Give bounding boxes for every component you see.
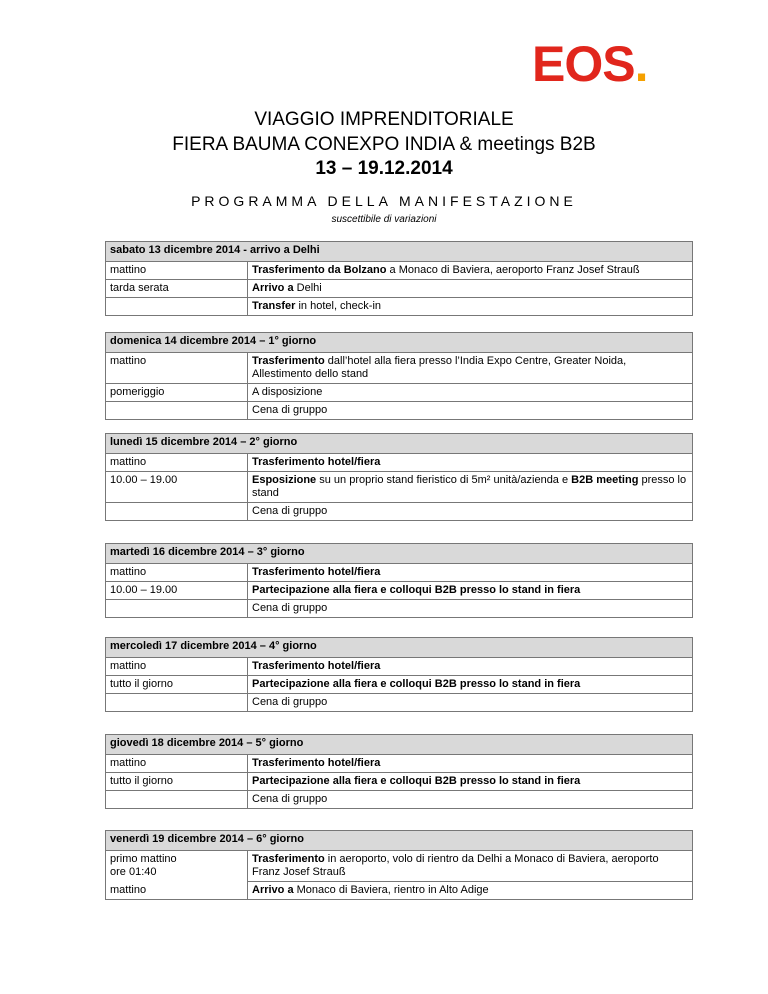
day-header: giovedì 18 dicembre 2014 – 5° giorno (106, 735, 693, 755)
day-header: martedì 16 dicembre 2014 – 3° giorno (106, 544, 693, 564)
time-cell: tutto il giorno (106, 773, 248, 791)
activity-cell: Transfer in hotel, check-in (248, 298, 693, 316)
time-cell: 10.00 – 19.00 (106, 472, 248, 503)
day-table-tue-16 (105, 543, 693, 618)
activity-cell: Trasferimento hotel/fiera (248, 755, 693, 773)
day-table-sat-13 (105, 241, 693, 316)
time-cell (106, 694, 248, 712)
day-table-wed-17 (105, 637, 693, 712)
time-cell (106, 402, 248, 420)
activity-cell: Trasferimento da Bolzano a Monaco di Baviera, aeroporto Franz Josef Strauß (248, 262, 693, 280)
day-table-sun-14 (105, 332, 693, 420)
time-cell: 10.00 – 19.00 (106, 582, 248, 600)
activity-cell: Trasferimento hotel/fiera (248, 454, 693, 472)
activity-cell: Cena di gruppo (248, 600, 693, 618)
activity-cell: Cena di gruppo (248, 503, 693, 521)
time-cell: mattino (106, 658, 248, 676)
program-note: suscettibile di variazioni (331, 214, 437, 225)
activity-cell: Trasferimento in aeroporto, volo di rientro da Delhi a Monaco di Baviera, aeroporto Franz Josef Strauß (248, 851, 693, 882)
day-header: venerdì 19 dicembre 2014 – 6° giorno (106, 831, 693, 851)
activity-cell: Trasferimento hotel/fiera (248, 658, 693, 676)
activity-cell: Partecipazione alla fiera e colloqui B2B presso lo stand in fiera (248, 676, 693, 694)
activity-cell: Cena di gruppo (248, 402, 693, 420)
time-cell (106, 791, 248, 809)
activity-cell: Trasferimento hotel/fiera (248, 564, 693, 582)
time-cell: mattino (106, 755, 248, 773)
day-header: domenica 14 dicembre 2014 – 1° giorno (106, 333, 693, 353)
time-cell (106, 503, 248, 521)
time-cell (106, 600, 248, 618)
program-heading: PROGRAMMA DELLA MANIFESTAZIONE (191, 193, 577, 209)
eos-logo: EOS. (532, 36, 648, 92)
activity-cell: Arrivo a Monaco di Baviera, rientro in Alto Adige (248, 882, 693, 900)
activity-cell: Cena di gruppo (248, 694, 693, 712)
day-table-thu-18 (105, 734, 693, 809)
time-cell (106, 298, 248, 316)
title-line-1: VIAGGIO IMPRENDITORIALE (254, 109, 514, 130)
time-cell: primo mattino ore 01:40 (106, 851, 248, 882)
day-header: mercoledì 17 dicembre 2014 – 4° giorno (106, 638, 693, 658)
time-cell: tutto il giorno (106, 676, 248, 694)
activity-cell: Partecipazione alla fiera e colloqui B2B presso lo stand in fiera (248, 773, 693, 791)
activity-cell: Cena di gruppo (248, 791, 693, 809)
time-cell: tarda serata (106, 280, 248, 298)
time-cell: mattino (106, 353, 248, 384)
title-dates: 13 – 19.12.2014 (315, 158, 453, 179)
day-header: sabato 13 dicembre 2014 - arrivo a Delhi (106, 242, 693, 262)
activity-cell: A disposizione (248, 384, 693, 402)
activity-cell: Esposizione su un proprio stand fieristico di 5m² unità/azienda e B2B meeting presso lo stand (248, 472, 693, 503)
title-line-2: FIERA BAUMA CONEXPO INDIA & meetings B2B (172, 134, 596, 155)
time-cell: pomeriggio (106, 384, 248, 402)
day-header: lunedì 15 dicembre 2014 – 2° giorno (106, 434, 693, 454)
time-cell: mattino (106, 564, 248, 582)
activity-cell: Arrivo a Delhi (248, 280, 693, 298)
day-table-fri-19 (105, 830, 693, 900)
activity-cell: Partecipazione alla fiera e colloqui B2B presso lo stand in fiera (248, 582, 693, 600)
time-cell: mattino (106, 262, 248, 280)
time-cell: mattino (106, 454, 248, 472)
activity-cell: Trasferimento dall’hotel alla fiera presso l’India Expo Centre, Greater Noida, Allestimento dello stand (248, 353, 693, 384)
day-table-mon-15 (105, 433, 693, 521)
time-cell: mattino (106, 882, 248, 900)
